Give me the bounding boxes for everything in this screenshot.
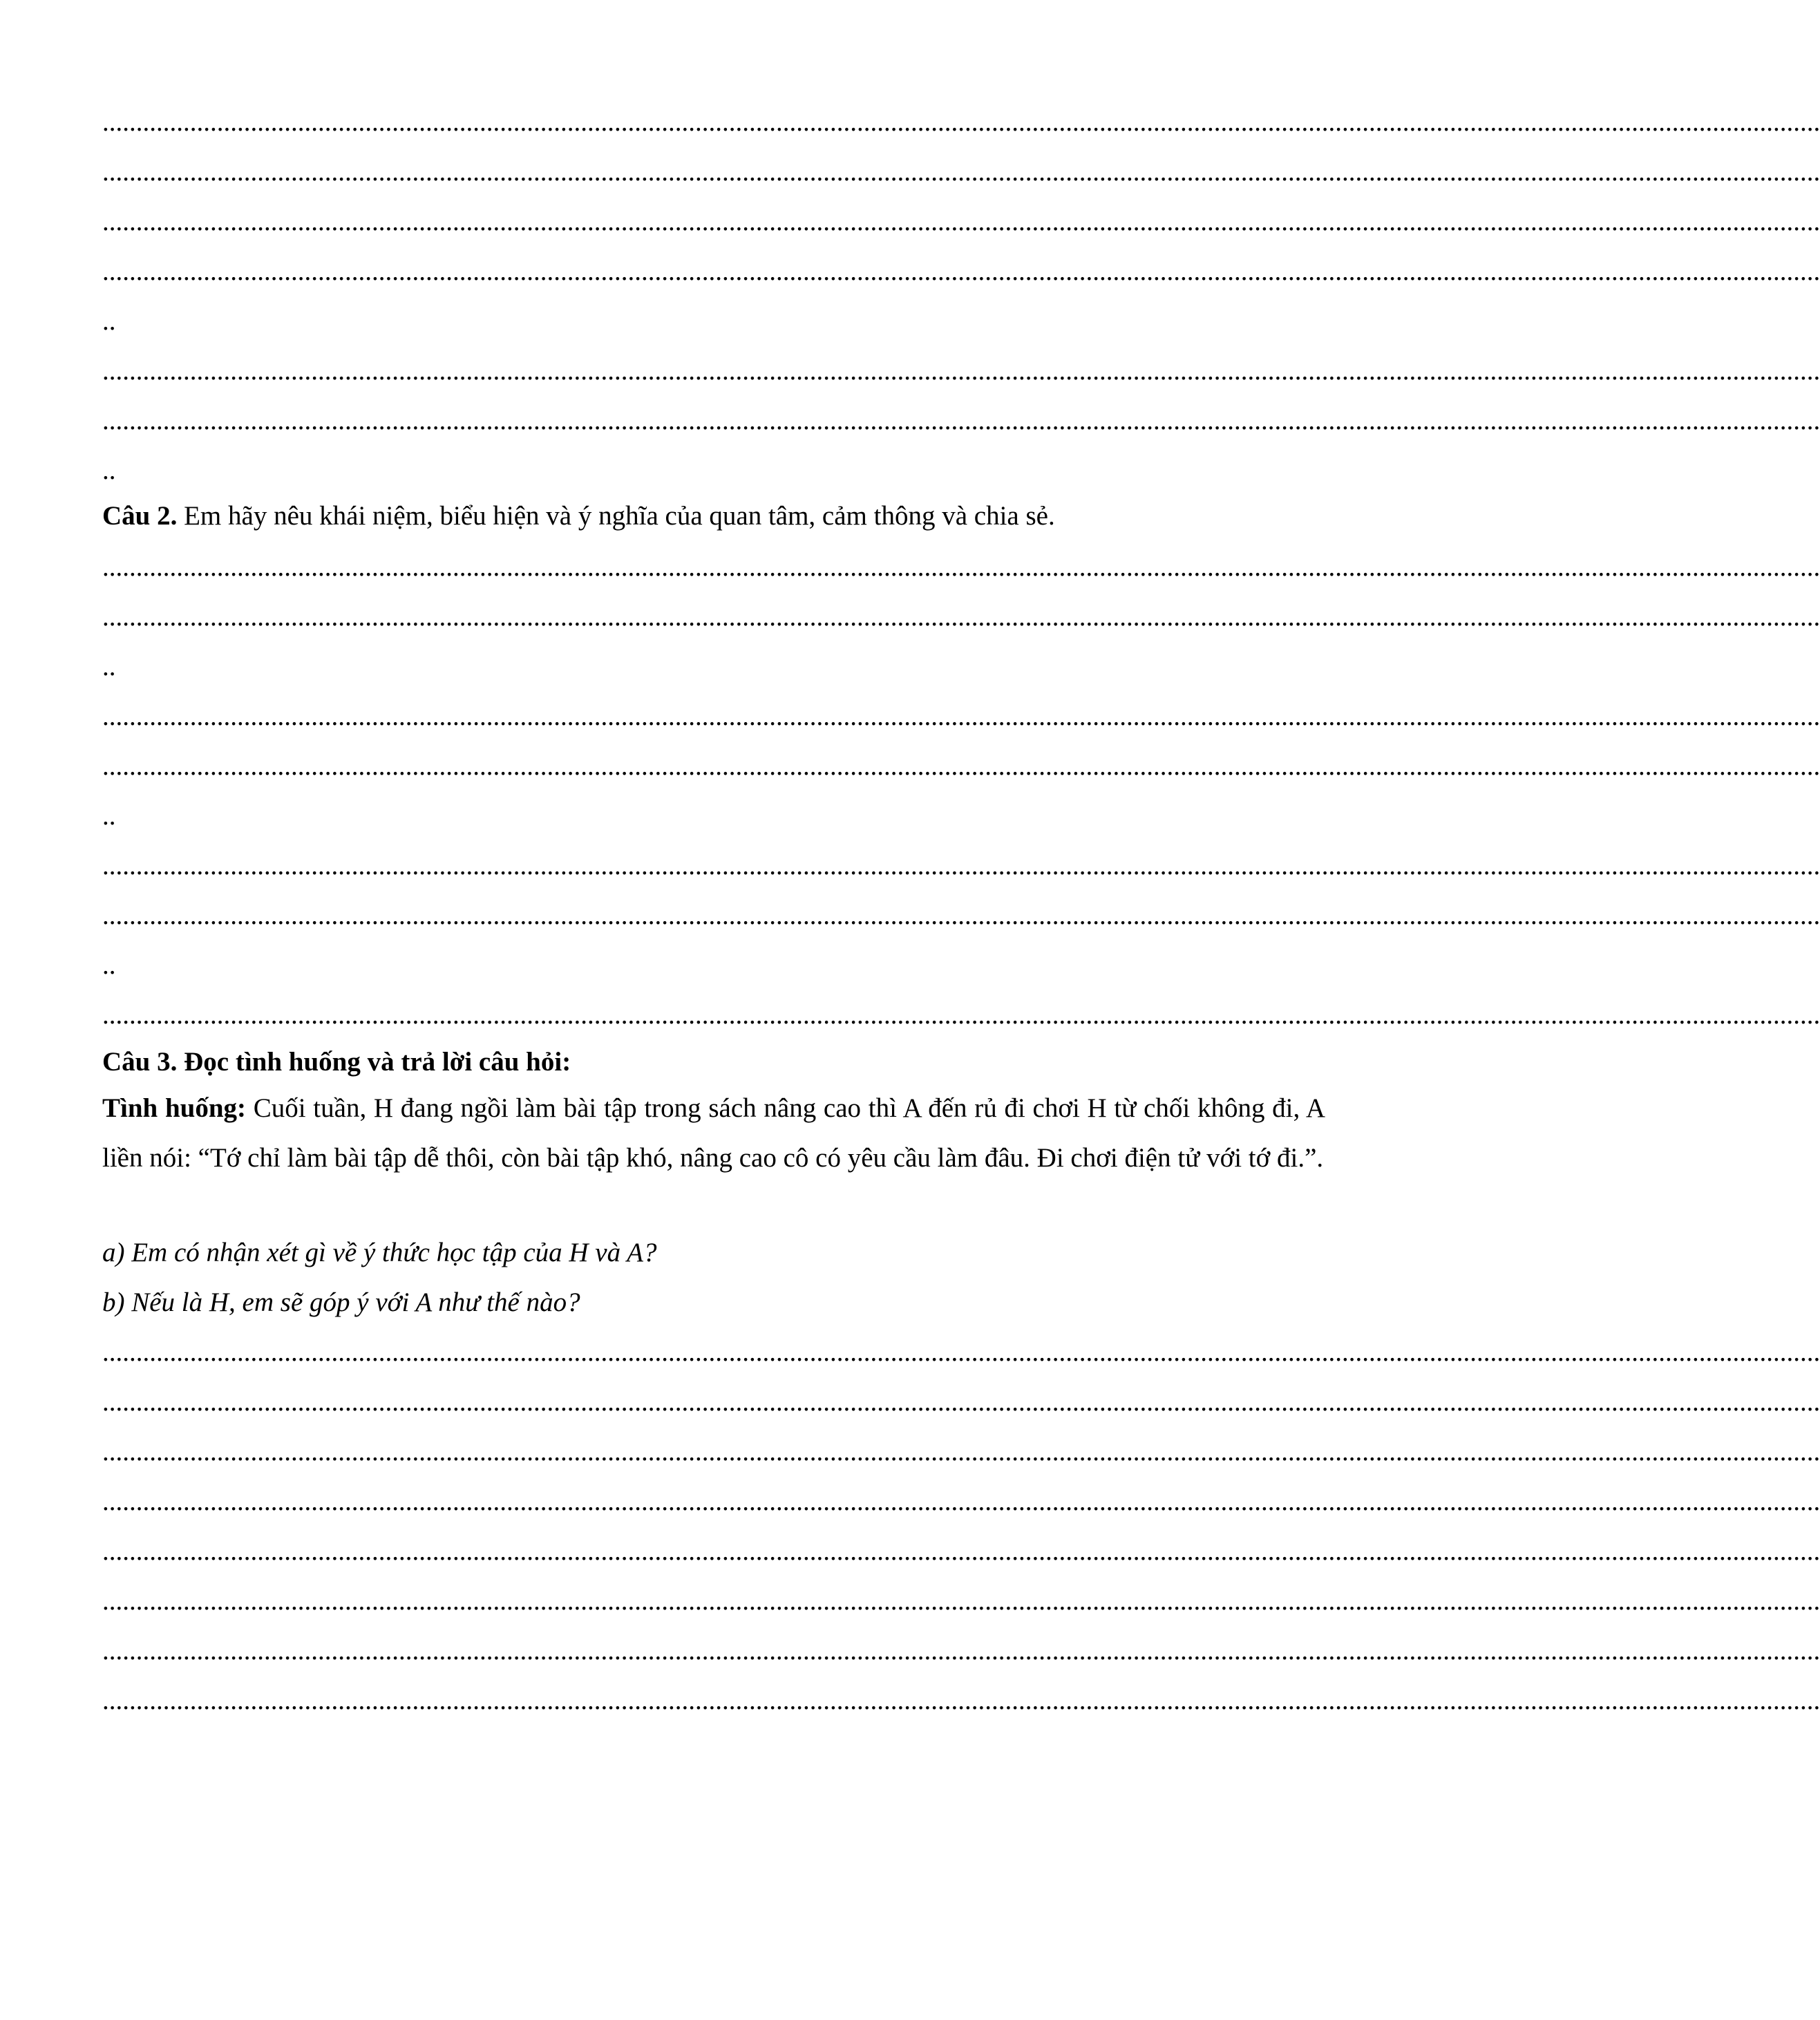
answer-line-short: .. — [102, 801, 116, 831]
answer-line: ............................................................................................................................................................................................................................................................... — [102, 256, 1820, 286]
situation-text: Cuối tuần, H đang ngồi làm bài tập trong sách nâng cao thì A đến rủ đi chơi H từ chối không đi, A liền nói: “Tớ chỉ làm bài tập dễ thôi, còn bài tập khó, nâng cao cô có yêu cầu làm đâu. Đi chơi điện tử với tớ đi.”. — [102, 1093, 1325, 1173]
question-3-situation — [102, 1084, 1325, 1183]
answer-line-short: .. — [102, 950, 116, 980]
answer-line: ............................................................................................................................................................................................................................................................... — [102, 602, 1820, 632]
answer-line: ............................................................................................................................................................................................................................................................... — [102, 701, 1820, 731]
question-3b: b) Nếu là H, em sẽ góp ý với A như thế nào? — [102, 1287, 580, 1317]
question-3-heading: Câu 3. Đọc tình huống và trả lời câu hỏi: — [102, 1047, 571, 1077]
answer-line: ............................................................................................................................................................................................................................................................... — [102, 1486, 1820, 1516]
answer-line: ............................................................................................................................................................................................................................................................... — [102, 1636, 1820, 1665]
question-2 — [102, 499, 1055, 534]
worksheet-page — [102, 0, 1820, 2020]
answer-line: ............................................................................................................................................................................................................................................................... — [102, 1000, 1820, 1030]
answer-line: ............................................................................................................................................................................................................................................................... — [102, 406, 1820, 435]
situation-label: Tình huống: — [102, 1093, 247, 1123]
question-3a: a) Em có nhận xét gì về ý thức học tập của H và A? — [102, 1238, 657, 1267]
answer-line: ............................................................................................................................................................................................................................................................... — [102, 900, 1820, 930]
answer-line: ............................................................................................................................................................................................................................................................... — [102, 207, 1820, 236]
answer-line: ............................................................................................................................................................................................................................................................... — [102, 1536, 1820, 1566]
answer-line-short: .. — [102, 306, 116, 336]
answer-line: ............................................................................................................................................................................................................................................................... — [102, 1586, 1820, 1616]
answer-line: ............................................................................................................................................................................................................................................................... — [102, 157, 1820, 187]
answer-line: ............................................................................................................................................................................................................................................................... — [102, 107, 1820, 137]
answer-line: ............................................................................................................................................................................................................................................................... — [102, 552, 1820, 582]
answer-line: ............................................................................................................................................................................................................................................................... — [102, 356, 1820, 386]
answer-line: ............................................................................................................................................................................................................................................................... — [102, 1337, 1820, 1367]
question-2-text: Em hãy nêu khái niệm, biểu hiện và ý nghĩa của quan tâm, cảm thông và chia sẻ. — [177, 501, 1055, 531]
answer-line-short: .. — [102, 455, 116, 485]
answer-line: ............................................................................................................................................................................................................................................................... — [102, 1686, 1820, 1715]
answer-line: ............................................................................................................................................................................................................................................................... — [102, 851, 1820, 880]
question-2-number: Câu 2. — [102, 501, 178, 531]
answer-line: ............................................................................................................................................................................................................................................................... — [102, 751, 1820, 781]
answer-line: ............................................................................................................................................................................................................................................................... — [102, 1387, 1820, 1417]
answer-line-short: .. — [102, 652, 116, 681]
answer-line: ............................................................................................................................................................................................................................................................... — [102, 1437, 1820, 1466]
